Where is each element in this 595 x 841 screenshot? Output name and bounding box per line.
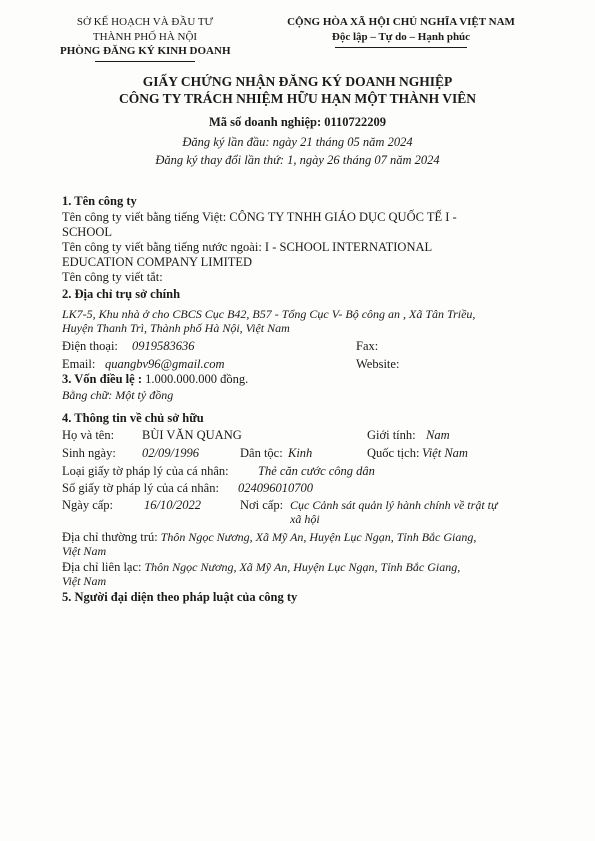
motto-underline (335, 47, 467, 48)
contact-address-label: Địa chỉ liên lạc: (62, 560, 142, 574)
dob-value: 02/09/1996 (142, 446, 199, 460)
issue-date-value: 16/10/2022 (144, 498, 201, 512)
doc-subtitle: CÔNG TY TRÁCH NHIỆM HỮU HẠN MỘT THÀNH VIÊN (118, 91, 477, 106)
website-label: Website: (356, 357, 400, 371)
doc-title: GIẤY CHỨNG NHẬN ĐĂNG KÝ DOANH NGHIỆP (142, 74, 453, 89)
nationality-label: Quốc tịch: (367, 446, 420, 460)
section-1-heading: 1. Tên công ty (62, 194, 137, 208)
issue-place-line2: xã hội (290, 512, 320, 526)
permanent-address-line1: Thôn Ngọc Nương, Xã Mỹ An, Huyện Lục Ngạn, Tỉnh Bắc Giang, (160, 530, 477, 544)
company-abbr: Tên công ty viết tắt: (62, 270, 163, 284)
gender-value: Nam (426, 428, 450, 442)
agency-underline (95, 61, 195, 62)
email-value: quangbv96@gmail.com (105, 357, 225, 371)
doc-number-value: 024096010700 (238, 481, 313, 495)
owner-name-label: Họ và tên: (62, 428, 115, 442)
company-name-en-line1: Tên công ty viết bằng tiếng nước ngoài: I - SCHOOL INTERNATIONAL (62, 240, 433, 254)
section-4-heading: 4. Thông tin về chủ sở hữu (62, 411, 204, 425)
issue-date-label: Ngày cấp: (62, 498, 114, 512)
capital-in-words: Bằng chữ: Một tỷ đồng (62, 388, 174, 402)
contact-address-line1: Thôn Ngọc Nương, Xã Mỹ An, Huyện Lục Ngạn, Tỉnh Bắc Giang, (144, 560, 461, 574)
agency-name: SỞ KẾ HOẠCH VÀ ĐẦU TƯ (76, 16, 214, 28)
permanent-address-line2: Việt Nam (62, 544, 107, 558)
ethnic-value: Kinh (288, 446, 313, 460)
ethnic-label: Dân tộc: (240, 446, 283, 460)
change-registration: Đăng ký thay đổi lần thứ: 1, ngày 26 tháng 07 năm 2024 (155, 153, 440, 167)
section-2-heading: 2. Địa chỉ trụ sở chính (62, 287, 181, 301)
nationality-value: Việt Nam (422, 446, 468, 460)
gender-label: Giới tính: (367, 428, 416, 442)
owner-name: BÙI VĂN QUANG (142, 428, 242, 442)
capital-line (62, 372, 248, 387)
company-name-en-line2: EDUCATION COMPANY LIMITED (62, 255, 253, 269)
section-3-heading: 3. Vốn điều lệ : (62, 372, 142, 386)
doc-type-value: Thẻ căn cước công dân (258, 464, 375, 478)
permanent-address (62, 530, 476, 545)
capital-value: 1.000.000.000 đồng. (145, 372, 249, 386)
dob-label: Sinh ngày: (62, 446, 116, 460)
agency-office: PHÒNG ĐĂNG KÝ KINH DOANH (60, 45, 231, 57)
motto: Độc lập – Tự do – Hạnh phúc (331, 31, 471, 43)
nation-name: CỘNG HÒA XÃ HỘI CHỦ NGHĨA VIỆT NAM (287, 16, 515, 28)
doc-type-label: Loại giấy tờ pháp lý của cá nhân: (62, 464, 229, 478)
address-line1: LK7-5, Khu nhà ở cho CBCS Cục B42, B57 - Tổng Cục V- Bộ công an , Xã Tân Triều, (62, 307, 476, 321)
email-label: Email: (62, 357, 96, 371)
company-name-vn-line1: Tên công ty viết bằng tiếng Việt: CÔNG TY TNHH GIÁO DỤC QUỐC TẾ I - (62, 210, 457, 224)
fax-label: Fax: (356, 339, 379, 353)
company-name-vn-line2: SCHOOL (62, 225, 113, 239)
issue-place-label: Nơi cấp: (240, 498, 284, 512)
doc-number-label: Số giấy tờ pháp lý của cá nhân: (62, 481, 219, 495)
agency-city: THÀNH PHỐ HÀ NỘI (92, 31, 198, 43)
issue-place-line1: Cục Cảnh sát quản lý hành chính về trật tự (290, 498, 498, 512)
phone-value: 0919583636 (132, 339, 195, 353)
address-line2: Huyện Thanh Trì, Thành phố Hà Nội, Việt Nam (62, 321, 290, 335)
section-5-heading: 5. Người đại diện theo pháp luật của công ty (62, 590, 298, 604)
phone-label: Điện thoại: (62, 339, 118, 353)
first-registration: Đăng ký lần đầu: ngày 21 tháng 05 năm 2024 (182, 135, 413, 149)
enterprise-code: Mã số doanh nghiệp: 0110722209 (208, 115, 387, 129)
contact-address-line2: Việt Nam (62, 574, 107, 588)
permanent-address-label: Địa chỉ thường trú: (62, 530, 158, 544)
contact-address (62, 560, 460, 575)
